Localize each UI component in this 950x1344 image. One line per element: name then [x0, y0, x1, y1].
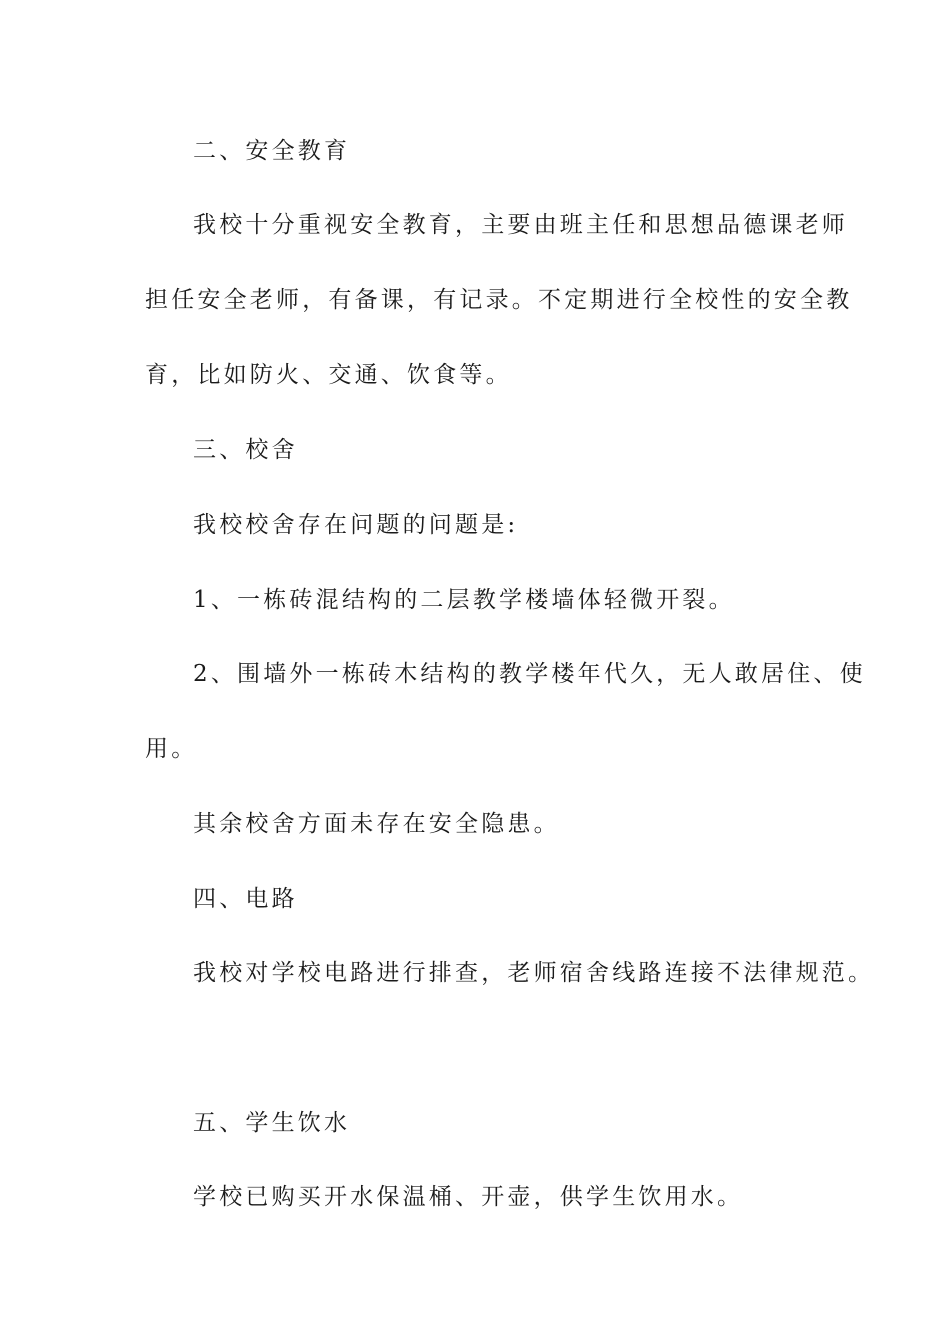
- paragraph-line: 我校对学校电路进行排查，老师宿舍线路连接不法律规范。: [193, 960, 875, 986]
- section-heading-drinking-water: 五、学生饮水: [193, 1110, 351, 1136]
- list-item: 1、一栋砖混结构的二层教学楼墙体轻微开裂。: [193, 587, 735, 613]
- section-heading-circuits: 四、电路: [193, 886, 298, 912]
- paragraph-line: 我校校舍存在问题的问题是:: [193, 512, 519, 538]
- paragraph-line: 担任安全老师，有备课，有记录。不定期进行全校性的安全教: [145, 287, 853, 313]
- list-item: 2、围墙外一栋砖木结构的教学楼年代久，无人敢居住、使: [193, 661, 866, 687]
- section-heading-buildings: 三、校舍: [193, 437, 298, 463]
- section-heading-safety-education: 二、安全教育: [193, 138, 351, 164]
- paragraph-line: 其余校舍方面未存在安全隐患。: [193, 811, 560, 837]
- paragraph-line: 我校十分重视安全教育，主要由班主任和思想品德课老师: [193, 212, 848, 238]
- paragraph-line: 育，比如防火、交通、饮食等。: [145, 362, 512, 388]
- list-item-continuation: 用。: [145, 736, 198, 762]
- paragraph-line: 学校已购买开水保温桶、开壶，供学生饮用水。: [193, 1184, 744, 1210]
